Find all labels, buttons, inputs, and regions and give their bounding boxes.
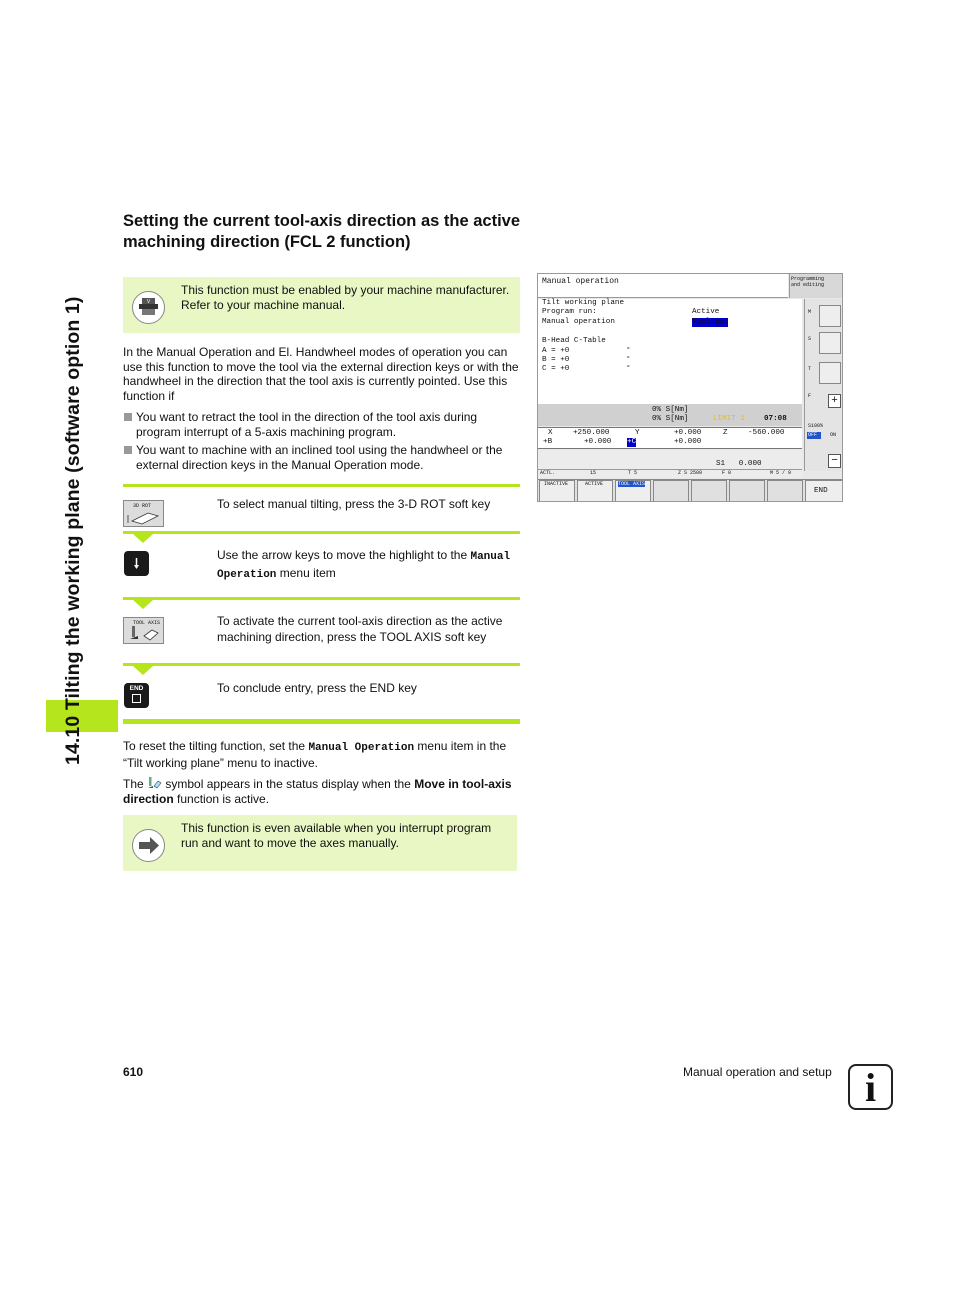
arrow-down-key[interactable] bbox=[124, 551, 149, 576]
step-arrow-text: Use the arrow keys to move the highlight to the Manual Operation menu item bbox=[217, 548, 511, 581]
end-key[interactable]: END bbox=[124, 683, 149, 708]
reset-paragraph: To reset the tilting function, set the Manual Operation menu item in the “Tilt working plane” menu to inactive. bbox=[123, 739, 507, 770]
tnc-screen: Manual operation Programming and editing Tilt working plane Program run: Active Manual operation Tool ax. B-Head C-Table A = +0 ° B = +0 ° C = +0 ° M S T + F S100% OFF ON − 0% S[Nm] 0% S[Nm] LIMIT 1 07:08 X +250.000 Y +0.000 Z -560.000 +B +0.000 +C +0.000 S1 0.000 ACTL. 15 T 5 Z S 2500 F 0 M 5 / 9 INACTIVE ACTIVE TOOL AXIS END bbox=[537, 273, 843, 502]
arrow-right-icon bbox=[132, 829, 165, 862]
empty-softkey[interactable] bbox=[691, 480, 727, 502]
plus-icon[interactable]: + bbox=[828, 394, 841, 408]
selected-menu-value[interactable]: Tool ax. bbox=[692, 318, 729, 326]
arrow-down-icon bbox=[124, 551, 149, 576]
screen-mode-title: Manual operation bbox=[542, 277, 619, 286]
manufacturer-note bbox=[123, 277, 520, 333]
step-arrow bbox=[133, 600, 153, 609]
info-note bbox=[123, 815, 517, 871]
info-note-text: This function is even available when you interrupt program run and want to move the axes manually. bbox=[181, 821, 492, 850]
step-divider bbox=[123, 484, 520, 487]
step-divider bbox=[123, 663, 520, 666]
m-function-softkey[interactable] bbox=[819, 305, 841, 327]
step-end-text: To conclude entry, press the END key bbox=[217, 681, 417, 695]
step-divider bbox=[123, 531, 520, 534]
step-3d-rot-text: To select manual tilting, press the 3-D ROT soft key bbox=[217, 497, 491, 511]
empty-softkey[interactable] bbox=[729, 480, 765, 502]
step-arrow bbox=[133, 534, 153, 543]
bullet-square bbox=[124, 446, 132, 454]
minus-icon[interactable]: − bbox=[828, 454, 841, 468]
chapter-title-text: 14.10 Tilting the working plane (software option 1) bbox=[62, 296, 84, 765]
empty-softkey[interactable] bbox=[653, 480, 689, 502]
svg-text:V: V bbox=[146, 299, 151, 305]
bullet-item: You want to machine with an inclined tool using the handwheel or the external direction keys in the Manual Operation mode. bbox=[123, 443, 523, 472]
bullet-item: You want to retract the tool in the direction of the tool axis during program interrupt of a 5-axis machining program. bbox=[123, 410, 523, 439]
bullet-square bbox=[124, 413, 132, 421]
step-end-divider bbox=[123, 719, 520, 724]
intro-paragraph: In the Manual Operation and El. Handwheel modes of operation you can use this function to move the tool via the external direction keys or with the handwheel in the direction that the tool axis is currently pointed. Use this function if bbox=[123, 345, 519, 403]
s-function-softkey[interactable] bbox=[819, 332, 841, 354]
tool-axis-status-icon bbox=[147, 776, 162, 790]
tool-axis-arrow-c: +C bbox=[627, 438, 637, 446]
empty-softkey[interactable] bbox=[767, 480, 803, 502]
footer-section-title: Manual operation and setup bbox=[683, 1065, 832, 1079]
step-tool-axis-text: To activate the current tool-axis direction as the active machining direction, press the TOOL AXIS soft key bbox=[217, 614, 503, 644]
symbol-paragraph: The symbol appears in the status display when the Move in tool-axis direction function is active. bbox=[123, 777, 512, 806]
3d-rot-softkey[interactable]: 3D ROT bbox=[123, 500, 164, 527]
tool-axis-arrow-b: +B bbox=[543, 438, 553, 446]
t-function-softkey[interactable] bbox=[819, 362, 841, 384]
info-icon: i bbox=[848, 1064, 893, 1110]
step-arrow bbox=[133, 666, 153, 675]
status-line bbox=[538, 469, 802, 478]
manufacturer-note-text: This function must be enabled by your machine manufacturer. Refer to your machine manual. bbox=[181, 283, 510, 312]
machine-manufacturer-icon bbox=[132, 291, 165, 324]
end-key-square-icon bbox=[132, 694, 141, 703]
section-heading: Setting the current tool-axis direction as the active machining direction (FCL 2 function) bbox=[123, 212, 521, 251]
page-number: 610 bbox=[123, 1065, 144, 1079]
step-divider bbox=[123, 597, 520, 600]
tool-axis-softkey[interactable]: TOOL AXIS bbox=[123, 617, 164, 644]
